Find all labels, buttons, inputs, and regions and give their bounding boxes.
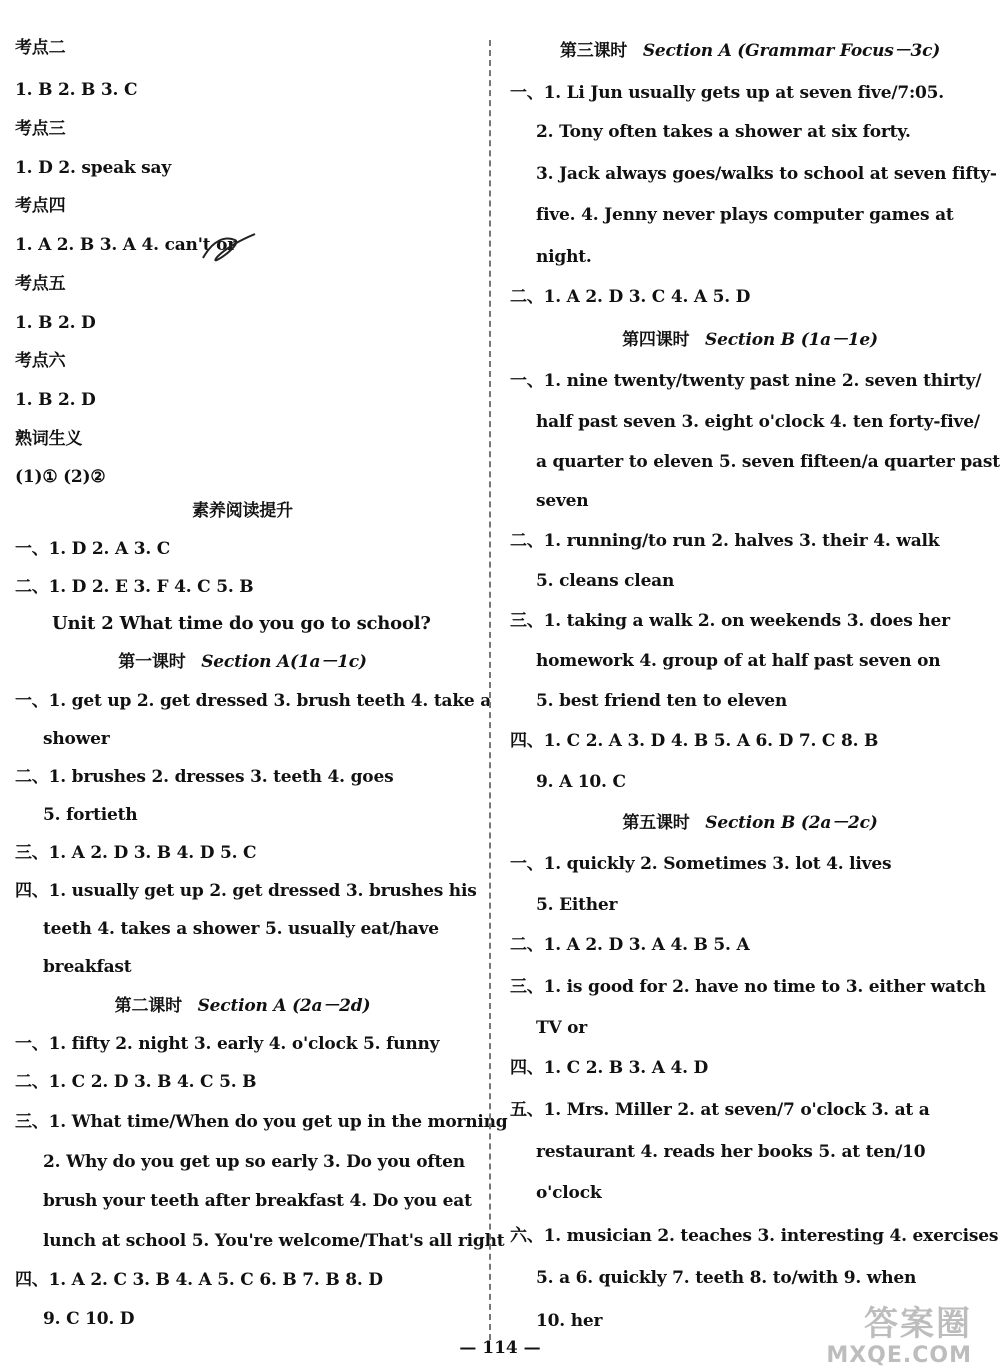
section-heading: 考点六 (15, 351, 66, 371)
answer-line: 9. C 10. D (43, 1309, 135, 1329)
lesson-heading (500, 812, 1000, 834)
answer-line: 10. her (536, 1311, 603, 1331)
answer-line: 5. best friend ten to eleven (536, 691, 788, 711)
answer-line: 二、1. A 2. D 3. C 4. A 5. D (510, 287, 751, 307)
answer-line: 9. A 10. C (536, 772, 626, 792)
answer-line: 二、1. A 2. D 3. A 4. B 5. A (510, 935, 750, 955)
lesson-section: Section A (2a－2d) (197, 996, 371, 1016)
answer-line: 1. D 2. speak say (15, 158, 172, 178)
unit-title: Unit 2 What time do you go to school? (52, 613, 431, 634)
answer-line: o'clock (536, 1183, 602, 1203)
watermark-url: MXQE.COM (826, 1343, 972, 1368)
answer-line: 3. Jack always goes/walks to school at seven fifty- (536, 164, 997, 184)
lesson-name: 第二课时 (114, 996, 182, 1016)
answer-line: 一、1. D 2. A 3. C (15, 539, 171, 559)
pen-scribble-mark (195, 228, 265, 268)
answer-line: 一、1. fifty 2. night 3. early 4. o'clock 5. funny (15, 1034, 440, 1054)
lesson-name: 第三课时 (559, 41, 628, 61)
lesson-section: Section B (2a－2c) (705, 813, 878, 833)
answer-line: 三、1. taking a walk 2. on weekends 3. does her (510, 611, 950, 631)
watermark-text: 答案圈 (864, 1304, 972, 1344)
lesson-heading (0, 651, 485, 673)
column-divider (489, 40, 491, 1340)
answer-line: 二、1. brushes 2. dresses 3. teeth 4. goes (15, 767, 394, 787)
answer-line: five. 4. Jenny never plays computer games at (536, 205, 954, 225)
lesson-name: 第五课时 (622, 813, 690, 833)
section-heading: 考点五 (15, 274, 66, 294)
answer-line: homework 4. group of at half past seven on (536, 651, 941, 671)
section-heading: 素养阅读提升 (192, 501, 293, 521)
page-number: — 114 — (459, 1338, 541, 1358)
lesson-heading (0, 995, 485, 1017)
section-heading: 考点四 (15, 196, 66, 216)
section-heading: 熟词生义 (15, 429, 83, 449)
answer-line: seven (536, 491, 589, 511)
answer-line: half past seven 3. eight o'clock 4. ten forty-five/ (536, 412, 980, 432)
answer-line: lunch at school 5. You're welcome/That's all right (43, 1231, 505, 1251)
answer-line: restaurant 4. reads her books 5. at ten/10 (536, 1142, 926, 1162)
answer-line: 一、1. nine twenty/twenty past nine 2. seven thirty/ (510, 371, 982, 391)
answer-line: 五、1. Mrs. Miller 2. at seven/7 o'clock 3. at a (510, 1100, 930, 1120)
lesson-section: Section A(1a－1c) (201, 652, 367, 672)
answer-line: 一、1. quickly 2. Sometimes 3. lot 4. lives (510, 854, 892, 874)
answer-line: TV or (536, 1018, 588, 1038)
lesson-section: Section A (Grammar Focus－3c) (642, 41, 941, 61)
answer-line: 四、1. C 2. B 3. A 4. D (510, 1058, 709, 1078)
answer-line: 1. B 2. B 3. C (15, 80, 138, 100)
section-heading: 考点二 (15, 38, 66, 58)
answer-line: 四、1. usually get up 2. get dressed 3. brushes his (15, 881, 477, 901)
answer-line: 一、1. get up 2. get dressed 3. brush teeth 4. take a (15, 691, 492, 711)
answer-line: shower (43, 729, 110, 749)
answer-line: 2. Why do you get up so early 3. Do you often (43, 1152, 465, 1172)
answer-line: 二、1. D 2. E 3. F 4. C 5. B (15, 577, 254, 597)
watermark (826, 1305, 972, 1368)
answer-line: 三、1. is good for 2. have no time to 3. either watch (510, 977, 986, 997)
answer-line: 2. Tony often takes a shower at six forty. (536, 122, 911, 142)
lesson-name: 第一课时 (118, 652, 186, 672)
answer-line: 三、1. A 2. D 3. B 4. D 5. C (15, 843, 257, 863)
answer-line: brush your teeth after breakfast 4. Do you eat (43, 1191, 472, 1211)
answer-line: 5. a 6. quickly 7. teeth 8. to/with 9. when (536, 1268, 917, 1288)
answer-line: 1. B 2. D (15, 390, 96, 410)
lesson-section: Section B (1a－1e) (705, 330, 878, 350)
answer-line: 二、1. running/to run 2. halves 3. their 4. walk (510, 531, 940, 551)
lesson-heading (500, 329, 1000, 351)
answer-line: breakfast (43, 957, 132, 977)
answer-line: a quarter to eleven 5. seven fifteen/a quarter past (536, 452, 1000, 472)
lesson-name: 第四课时 (622, 330, 690, 350)
answer-line: teeth 4. takes a shower 5. usually eat/have (43, 919, 439, 939)
answer-line: 二、1. C 2. D 3. B 4. C 5. B (15, 1072, 257, 1092)
section-heading: 考点三 (15, 119, 66, 139)
answer-line: 5. Either (536, 895, 618, 915)
answer-line: night. (536, 247, 592, 267)
lesson-heading (500, 40, 1000, 62)
answer-line: 1. A 2. B 3. A 4. can't or (15, 235, 236, 255)
answer-line: 1. B 2. D (15, 313, 96, 333)
answer-line: (1)① (2)② (15, 467, 106, 487)
answer-line: 5. cleans clean (536, 571, 675, 591)
answer-line: 六、1. musician 2. teaches 3. interesting 4. exercises (510, 1226, 999, 1246)
answer-line: 三、1. What time/When do you get up in the morning (15, 1112, 508, 1132)
answer-line: 四、1. C 2. A 3. D 4. B 5. A 6. D 7. C 8. B (510, 731, 879, 751)
answer-line: 一、1. Li Jun usually gets up at seven five/7:05. (510, 83, 945, 103)
answer-line: 四、1. A 2. C 3. B 4. A 5. C 6. B 7. B 8. D (15, 1270, 383, 1290)
answer-line: 5. fortieth (43, 805, 138, 825)
